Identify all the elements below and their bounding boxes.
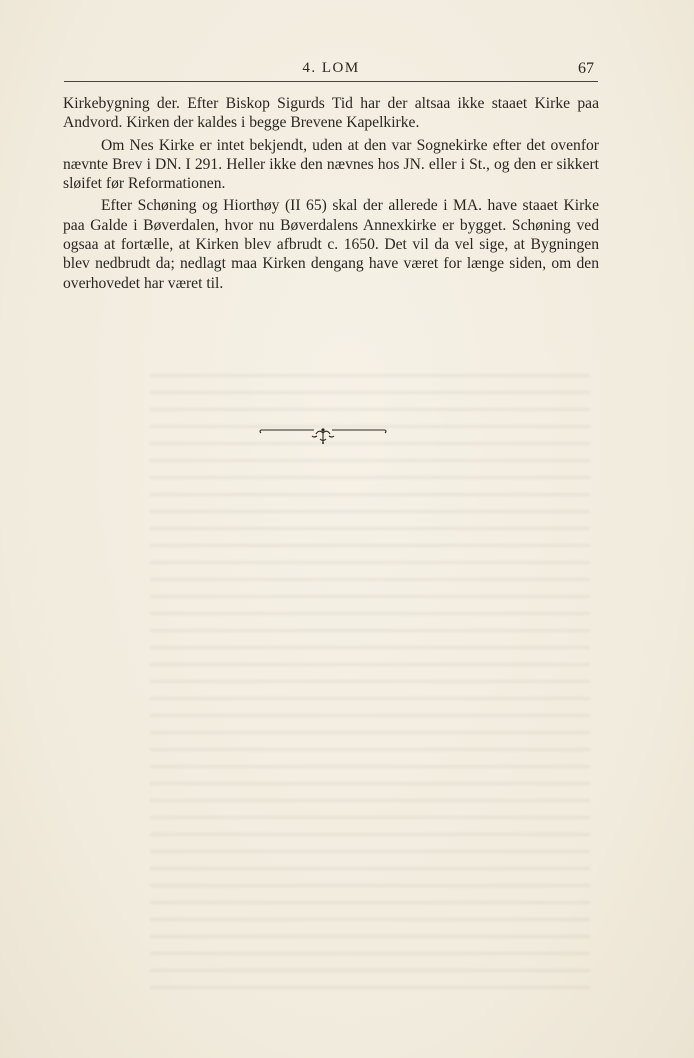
header-rule — [64, 81, 598, 82]
page-number: 67 — [578, 60, 594, 77]
chapter-title: 4. LOM — [302, 60, 360, 76]
paragraph: Om Nes Kirke er intet bekjendt, uden at den var Sognekirke efter det ovenfor nævnte Brev i DN. I 291. Heller ikke den nævnes hos JN. eller i St., og den er sikkert sløifet før Reformationen. — [63, 136, 599, 193]
show-through-text — [150, 360, 590, 1000]
paragraph: Efter Schøning og Hiorthøy (II 65) skal der allerede i MA. have staaet Kirke paa Galde i Bøverdalen, hvor nu Bøverdalens Annexkirke er bygget. Schøning ved ogsaa at fortælle, at Kirken blev afbrudt c. 1650. Det vil da vel sige, at Bygningen blev nedbrudt da; nedlagt maa Kirken dengang have været for længe siden, om den overhovedet har været til. — [63, 197, 599, 292]
paragraph: Kirkebygning der. Efter Biskop Sigurds Tid har der altsaa ikke staaet Kirke paa Andvord. Kirken der kaldes i begge Brevene Kapelkirke. — [63, 95, 599, 132]
body-text — [63, 94, 599, 293]
running-header — [64, 58, 598, 82]
fleuron-ornament-icon — [258, 422, 388, 446]
